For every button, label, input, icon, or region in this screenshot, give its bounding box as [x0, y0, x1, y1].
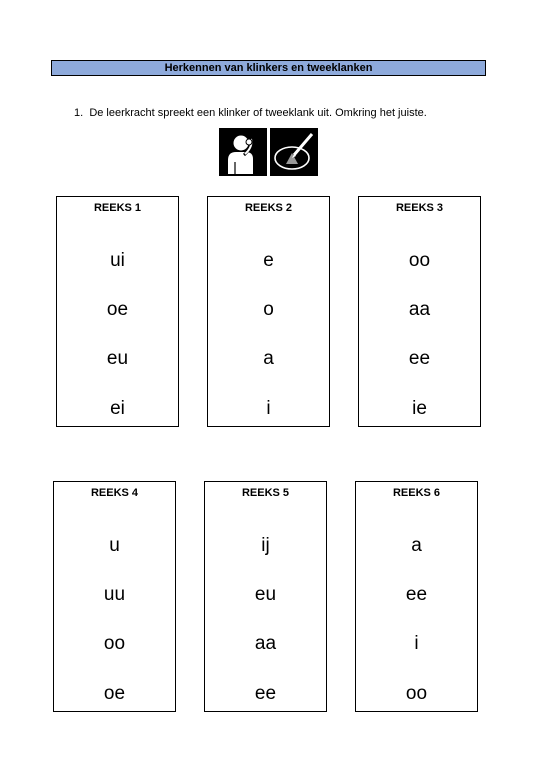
vowel-option[interactable]: oo — [408, 250, 431, 271]
vowel-option[interactable]: oo — [103, 633, 126, 654]
reeks-box — [53, 481, 176, 712]
vowel-option[interactable]: a — [263, 348, 274, 369]
vowel-option[interactable]: o — [263, 299, 274, 320]
worksheet-title: Herkennen van klinkers en tweeklanken — [51, 60, 486, 76]
vowel-option[interactable]: oe — [106, 299, 129, 320]
listening-person-icon — [219, 128, 267, 176]
vowel-option[interactable]: aa — [408, 299, 431, 320]
vowel-option[interactable]: e — [263, 250, 274, 271]
vowel-option[interactable]: ij — [261, 535, 270, 556]
instruction-text: De leerkracht spreekt een klinker of tweeklank uit. Omkring het juiste. — [89, 107, 427, 119]
reeks-title: REEKS 3 — [395, 202, 444, 214]
vowel-option[interactable]: ui — [110, 250, 125, 271]
vowel-option[interactable]: ei — [110, 398, 125, 419]
reeks-box — [207, 196, 330, 427]
vowel-option[interactable]: a — [411, 535, 422, 556]
reeks-box — [355, 481, 478, 712]
reeks-box — [358, 196, 481, 427]
vowel-option[interactable]: i — [266, 398, 271, 419]
reeks-title: REEKS 6 — [392, 487, 441, 499]
vowel-option[interactable]: u — [109, 535, 120, 556]
vowel-option[interactable]: oe — [103, 683, 126, 704]
vowel-option[interactable]: ee — [408, 348, 431, 369]
reeks-box — [56, 196, 179, 427]
reeks-title: REEKS 2 — [244, 202, 293, 214]
instruction — [74, 106, 427, 120]
instruction-number: 1. — [74, 107, 84, 119]
vowel-option[interactable]: eu — [254, 584, 277, 605]
pictogram-row — [219, 128, 318, 176]
vowel-option[interactable]: uu — [103, 584, 126, 605]
vowel-option[interactable]: i — [414, 633, 419, 654]
reeks-title: REEKS 1 — [93, 202, 142, 214]
reeks-box — [204, 481, 327, 712]
vowel-option[interactable]: ee — [254, 683, 277, 704]
vowel-option[interactable]: aa — [254, 633, 277, 654]
reeks-title: REEKS 4 — [90, 487, 139, 499]
vowel-option[interactable]: eu — [106, 348, 129, 369]
vowel-option[interactable]: ie — [412, 398, 427, 419]
reeks-title: REEKS 5 — [241, 487, 290, 499]
vowel-option[interactable]: ee — [405, 584, 428, 605]
pencil-circle-icon — [270, 128, 318, 176]
vowel-option[interactable]: oo — [405, 683, 428, 704]
